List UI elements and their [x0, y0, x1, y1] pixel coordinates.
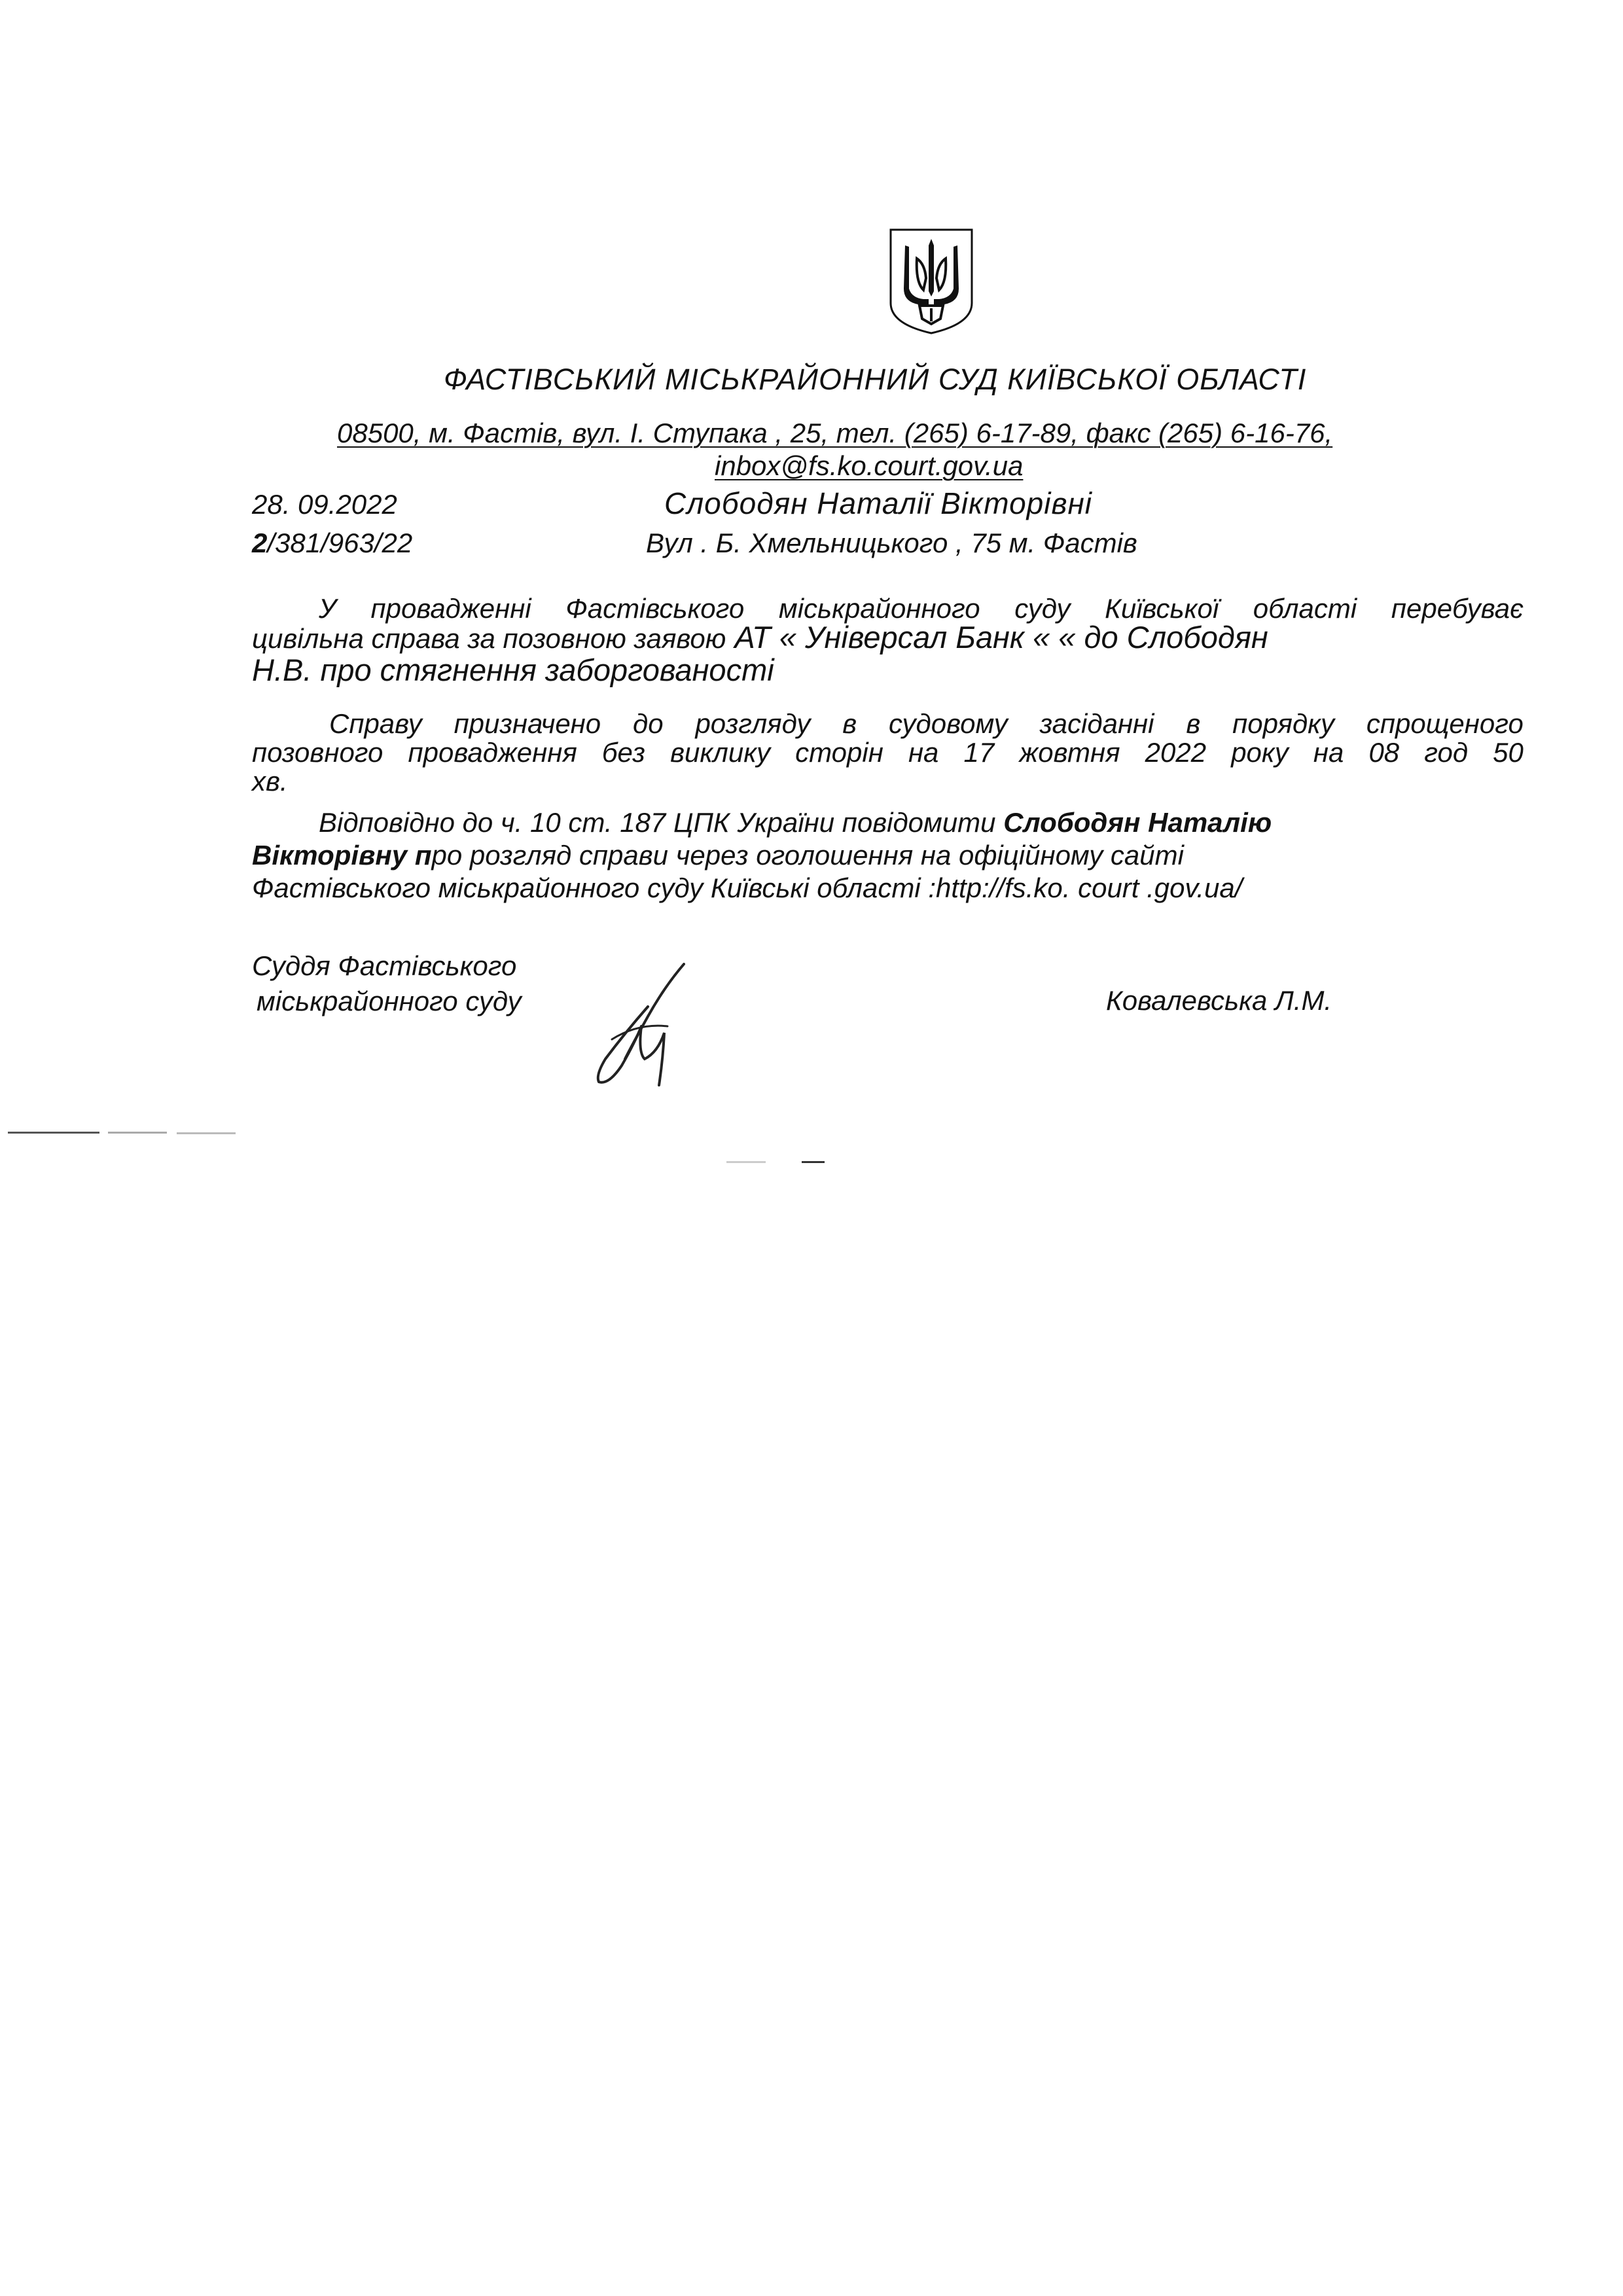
- word: перебуває: [1391, 593, 1524, 624]
- court-name: ФАСТІВСЬКИЙ МІСЬКРАЙОННИЙ СУД КИЇВСЬКОЇ ОБЛАСТІ: [444, 363, 1307, 396]
- para3-line2: [252, 839, 1524, 872]
- scan-artifact: [8, 1132, 99, 1134]
- para1-line2: [252, 620, 1524, 655]
- word: 08: [1368, 737, 1400, 768]
- word: Фастівського: [565, 593, 745, 624]
- defendant-name-cont: Вікторівну п: [252, 840, 432, 870]
- word: в: [842, 708, 857, 739]
- letter-date: 28. 09.2022: [252, 489, 397, 520]
- paragraph-hearing: [252, 709, 1524, 796]
- recipient-address: Вул . Б. Хмельницького , 75 м. Фастів: [646, 528, 1137, 558]
- para2-line2: [252, 738, 1524, 767]
- word: на: [908, 737, 939, 768]
- word: провадження: [408, 737, 577, 768]
- word: в: [1186, 708, 1201, 739]
- line-text: цивільна справа за позовною заявою: [252, 623, 726, 654]
- para1-line1: [252, 594, 1524, 623]
- para1-line3: Н.В. про стягнення заборгованості: [252, 653, 774, 687]
- word: розгляду: [695, 708, 811, 739]
- handwritten-signature: [586, 961, 704, 1092]
- defendant-name: Слободян Наталію: [1003, 807, 1272, 838]
- para3-line1: [252, 806, 1524, 839]
- court-address: 08500, м. Фастів, вул. І. Ступака , 25, тел. (265) 6-17-89, факс (265) 6-16-76,: [337, 418, 1333, 448]
- word: 50: [1493, 737, 1524, 768]
- judge-title-line2: міськрайонного суду: [257, 986, 522, 1016]
- word: призначено: [454, 708, 601, 739]
- word: Київської: [1105, 593, 1219, 624]
- word: позовного: [252, 737, 383, 768]
- word: провадженні: [370, 593, 531, 624]
- scan-artifact: [802, 1161, 825, 1163]
- paragraph-proceedings: [252, 594, 1524, 687]
- para2-line1: [252, 709, 1524, 738]
- judge-title-line1: Суддя Фастівського: [252, 950, 517, 981]
- word: Справу: [329, 708, 422, 739]
- word: жовтня: [1019, 737, 1120, 768]
- line-text: ро розгляд справи через оголошення на офіційному сайті: [431, 840, 1184, 870]
- case-number-prefix: 2: [252, 528, 268, 558]
- judge-name: Ковалевська Л.М.: [1106, 985, 1332, 1016]
- paragraph-notification: [252, 806, 1524, 905]
- word: порядку: [1232, 708, 1334, 739]
- word: У: [319, 593, 336, 624]
- para3-line3: Фастівського міськрайонного суду Київські області :http://fs.ko. court .gov.ua/: [252, 872, 1243, 903]
- line-text: Відповідно до ч. 10 ст. 187 ЦПК України повідомити: [319, 807, 1004, 838]
- case-number: [252, 528, 412, 559]
- word: на: [1313, 737, 1344, 768]
- word: сторін: [795, 737, 883, 768]
- scan-artifact: [108, 1132, 167, 1134]
- case-number-rest: /381/963/22: [267, 528, 413, 558]
- recipient-name: Слободян Наталії Вікторівні: [664, 486, 1092, 520]
- line-text-large: АТ « Універсал Банк « « до Слободян: [726, 620, 1268, 655]
- word: суду: [1014, 593, 1071, 624]
- court-email: inbox@fs.ko.court.gov.ua: [715, 450, 1024, 481]
- scan-artifact: [177, 1132, 236, 1134]
- word: до: [633, 708, 664, 739]
- word: спрощеного: [1366, 708, 1524, 739]
- word: год: [1424, 737, 1469, 768]
- word: засіданні: [1039, 708, 1154, 739]
- para2-line3: хв.: [252, 766, 288, 797]
- word: 2022: [1145, 737, 1207, 768]
- coat-of-arms-icon: [885, 226, 977, 336]
- word: області: [1253, 593, 1357, 624]
- word: 17: [963, 737, 995, 768]
- word: виклику: [670, 737, 771, 768]
- word: міськрайонного: [778, 593, 980, 624]
- word: року: [1231, 737, 1289, 768]
- word: без: [601, 737, 645, 768]
- word: судовому: [888, 708, 1008, 739]
- scan-artifact: [726, 1161, 766, 1163]
